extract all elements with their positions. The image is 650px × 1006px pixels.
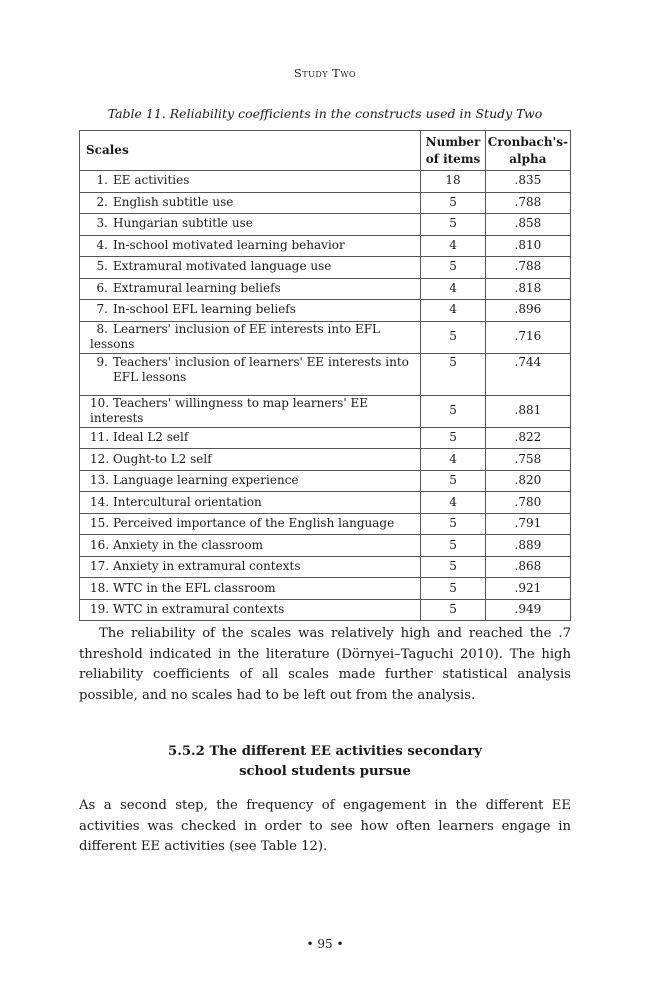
header-scales: Scales [80,131,421,171]
cell-number-of-items: 5 [421,427,486,449]
header-number-line2: of items [425,151,481,166]
scale-name: Perceived importance of the English language [113,516,395,531]
scale-name: Extramural motivated language use [113,259,332,274]
cell-number-of-items: 4 [421,235,486,257]
table-row [80,171,571,193]
table-row [80,427,571,449]
scale-name: EE activities [113,173,190,188]
table-row [80,300,571,322]
table-row [80,492,571,514]
scale-name: Intercultural orientation [113,494,262,509]
table-row [80,556,571,578]
cell-cronbach-alpha: .716 [485,321,570,353]
cell-scale [80,535,421,557]
cell-cronbach-alpha: .788 [485,192,570,214]
cell-scale [80,235,421,257]
scale-name: Anxiety in extramural contexts [113,559,301,574]
scale-index: 18. [90,580,110,595]
scale-name: Ideal L2 self [113,430,189,445]
scale-name: WTC in extramural contexts [113,602,285,617]
scale-index: 3. [96,216,108,231]
cell-scale [80,353,421,395]
running-head: Study Two [293,66,357,80]
table-body [80,171,571,621]
table-row [80,535,571,557]
scale-index: 9. [96,354,108,369]
scale-name: Hungarian subtitle use [113,216,253,231]
scale-index: 12. [90,451,110,466]
table-row [80,235,571,257]
cell-cronbach-alpha: .868 [485,556,570,578]
paragraph-reliability: The reliability of the scales was relatively high and reached the .7 threshold indicated in the literature (Dörnyei–Taguchi 2010). The high reliability coefficients of all scales made further statistical analysis possible, and no scales had to be left out from the analysis. [79,626,571,703]
scale-name: WTC in the EFL classroom [113,580,276,595]
cell-number-of-items: 4 [421,492,486,514]
cell-number-of-items: 5 [421,395,486,427]
cell-cronbach-alpha: .889 [485,535,570,557]
scale-index: 14. [90,494,110,509]
cell-cronbach-alpha: .949 [485,599,570,621]
scale-index: 4. [96,237,108,252]
cell-cronbach-alpha: .780 [485,492,570,514]
scale-index: 8. [96,321,108,336]
cell-number-of-items: 5 [421,599,486,621]
cell-cronbach-alpha: .758 [485,449,570,471]
table-caption: Table 11. Reliability coefficients in the constructs used in Study Two [107,106,543,121]
cell-number-of-items: 5 [421,470,486,492]
scale-name: English subtitle use [113,194,234,209]
scale-index: 7. [96,302,108,317]
cell-number-of-items: 5 [421,192,486,214]
table-header-row [80,131,571,171]
scale-index: 11. [90,430,110,445]
cell-scale [80,513,421,535]
cell-number-of-items: 5 [421,513,486,535]
cell-scale [80,470,421,492]
table-row [80,578,571,600]
scale-index: 19. [90,602,110,617]
header-number-line1: Number [425,135,481,150]
scale-name: Teachers' inclusion of learners' EE interests into EFL lessons [113,354,409,385]
header-alpha-line2: alpha [509,151,547,166]
cell-number-of-items: 4 [421,278,486,300]
scale-index: 16. [90,537,110,552]
cell-cronbach-alpha: .810 [485,235,570,257]
cell-cronbach-alpha: .818 [485,278,570,300]
cell-scale [80,427,421,449]
cell-scale [80,321,421,353]
scale-name: Teachers' willingness to map learners' EE interests [90,395,368,426]
scale-name: In-school motivated learning behavior [113,237,345,252]
cell-number-of-items: 4 [421,300,486,322]
table-row [80,470,571,492]
table-row [80,599,571,621]
scale-index: 17. [90,559,110,574]
table-row [80,192,571,214]
cell-scale [80,395,421,427]
cell-cronbach-alpha: .896 [485,300,570,322]
cell-number-of-items: 5 [421,578,486,600]
scale-index: 15. [90,516,110,531]
cell-scale [80,257,421,279]
scale-index: 6. [96,280,108,295]
header-cronbach-alpha [485,131,570,171]
table-row [80,513,571,535]
scale-name: Learners' inclusion of EE interests into EFL lessons [90,321,380,352]
cell-number-of-items: 5 [421,214,486,236]
header-alpha-line1: Cronbach's- [487,135,568,150]
cell-scale [80,192,421,214]
cell-number-of-items: 5 [421,321,486,353]
table-row [80,353,571,395]
scale-name: Anxiety in the classroom [113,537,263,552]
cell-cronbach-alpha: .835 [485,171,570,193]
table-row [80,321,571,353]
table-row [80,395,571,427]
cell-cronbach-alpha: .881 [485,395,570,427]
cell-scale [80,599,421,621]
paragraph-second-step: As a second step, the frequency of engagement in the different EE activities was checked in order to see how often learners engage in different EE activities (see Table 12). [79,798,571,854]
cell-scale [80,171,421,193]
scale-name: Language learning experience [113,473,299,488]
scale-name: In-school EFL learning beliefs [113,302,296,317]
scale-index: 10. [90,395,110,410]
scale-name: Ought-to L2 self [113,451,212,466]
cell-number-of-items: 4 [421,449,486,471]
reliability-table [79,130,571,621]
cell-scale [80,300,421,322]
header-number-of-items [421,131,486,171]
table-row [80,257,571,279]
scale-index: 5. [96,259,108,274]
cell-cronbach-alpha: .791 [485,513,570,535]
cell-scale [80,556,421,578]
scale-name: Extramural learning beliefs [113,280,281,295]
cell-number-of-items: 5 [421,353,486,395]
cell-cronbach-alpha: .744 [485,353,570,395]
cell-number-of-items: 5 [421,535,486,557]
cell-scale [80,278,421,300]
cell-number-of-items: 18 [421,171,486,193]
cell-cronbach-alpha: .822 [485,427,570,449]
table-row [80,449,571,471]
scale-index: 1. [96,173,108,188]
cell-cronbach-alpha: .788 [485,257,570,279]
cell-scale [80,214,421,236]
cell-scale [80,578,421,600]
table-row [80,278,571,300]
cell-cronbach-alpha: .921 [485,578,570,600]
cell-cronbach-alpha: .820 [485,470,570,492]
scale-index: 2. [96,194,108,209]
cell-scale [80,492,421,514]
table-row [80,214,571,236]
cell-cronbach-alpha: .858 [485,214,570,236]
cell-scale [80,449,421,471]
scale-index: 13. [90,473,110,488]
section-heading: 5.5.2 The different EE activities secondary school students pursue [168,744,482,779]
cell-number-of-items: 5 [421,556,486,578]
page-number: • 95 • [306,937,344,951]
cell-number-of-items: 5 [421,257,486,279]
